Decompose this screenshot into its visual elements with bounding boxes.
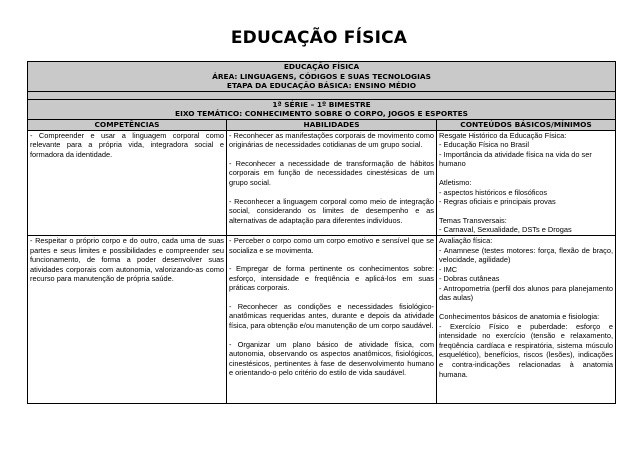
competencia-cell: - Compreender e usar a linguagem corporal como relevante para a própria vida, integradora social e formadora da identidade. — [28, 130, 227, 235]
header-row-spacer — [28, 91, 616, 99]
conteudo-item: - Exercício Físico e puberdade: esforço e intensidade no exercício (tensão e relaxamento, freqüência cardíaca e respiratória, sistema músculo esquelético), benefícios, riscos (lesões), indicações e contra-indicações relacionadas à anatomia humana. — [439, 321, 614, 379]
column-header-conteudos: CONTEÚDOS BÁSICOS/MÍNIMOS — [437, 119, 616, 130]
habilidade-item: - Reconhecer a linguagem corporal como meio de integração social, considerando os limites de desempenho e as alternativas de adaptação para diferentes indivíduos. — [229, 196, 434, 225]
competencia-cell: - Respeitar o próprio corpo e do outro, cada uma de suas partes e seus limites e possibilidades e compreender seu funcionamento, de forma a poder desenvolver suas atividades corporais com autonomia, valorizando-as como recurso para manutenção de própria saúde. — [28, 235, 227, 403]
conteudo-item: - Dobras cutâneas — [439, 274, 500, 284]
header-area-text: ÁREA: LINGUAGENS, CÓDIGOS E SUAS TECNOLOGIAS — [212, 71, 431, 81]
conteudo-item: Resgate Histórico da Educação Física: — [439, 130, 567, 140]
spacer — [439, 207, 613, 216]
habilidades-cell — [227, 235, 437, 403]
habilidade-item: - Perceber o corpo como um corpo emotivo e sensível que se socializa e se movimenta. — [229, 235, 434, 255]
spacer — [229, 188, 434, 197]
conteudos-cell — [437, 130, 616, 235]
conteudo-item: Avaliação física: — [439, 235, 493, 245]
habilidades-cell — [227, 130, 437, 235]
habilidade-item: - Reconhecer as manifestações corporais de movimento como originárias de necessidades cotidianas de um grupo social. — [229, 130, 434, 150]
spacer — [229, 255, 434, 264]
header-row-discipline — [28, 62, 616, 92]
habilidade-item: - Reconhecer as condições e necessidades fisiológico-anatômicas requeridas antes, durante e depois da atividade física, para obtenção e/ou manutenção de um corpo saudável. — [229, 301, 434, 331]
column-header-habilidades: HABILIDADES — [227, 119, 437, 130]
habilidade-item: - Reconhecer a necessidade de transformação de hábitos corporais em função de necessidades cinestésicas de um grupo social. — [229, 158, 434, 187]
conteudo-item: - Regras oficiais e principais provas — [439, 197, 556, 207]
header-discipline-text: EDUCAÇÃO FÍSICA — [283, 62, 360, 71]
conteudo-item: - Importância da atividade física na vida do ser humano — [439, 149, 592, 169]
column-header-competencias: COMPETÊNCIAS — [28, 119, 227, 130]
conteudo-item: - Anamnese (testes motores: força, flexão de braço, velocidade, agilidade) — [439, 245, 614, 265]
header-row-series — [28, 99, 616, 119]
conteudo-item: - IMC — [439, 264, 458, 274]
conteudo-item: Conhecimentos básicos de anatomia e fisiologia: — [439, 312, 600, 322]
curriculum-table — [27, 61, 616, 404]
conteudo-item: - Carnaval, Sexualidade, DSTs e Drogas — [439, 225, 572, 235]
page-title: EDUCAÇÃO FÍSICA — [230, 28, 408, 48]
table-row — [28, 130, 616, 235]
conteudo-item: - Antropometria (perfil dos alunos para planejamento das aulas) — [439, 283, 614, 303]
conteudo-item: Atletismo: — [439, 177, 472, 187]
spacer — [229, 150, 434, 159]
conteudos-cell — [437, 235, 616, 403]
habilidade-item: - Organizar um plano básico de atividade física, com autonomia, observando os aspectos anatômicos, fisiológicos, cinestésicos, pertinentes à fase de desenvolvimento humano e orientando-o pelo critério do estilo de vida saudável. — [229, 339, 434, 378]
header-discipline — [28, 62, 616, 92]
header-spacer — [28, 91, 616, 99]
spacer — [229, 331, 434, 340]
habilidade-item: - Empregar de forma pertinente os conhecimentos sobre: esforço, intensidade e freqüência e aplicá-los em suas práticas corporais. — [229, 264, 434, 293]
column-header-row — [28, 119, 616, 130]
header-theme-text: EIXO TEMÁTICO: CONHECIMENTO SOBRE O CORPO, JOGOS E ESPORTES — [175, 109, 468, 119]
table-row — [28, 235, 616, 403]
conteudo-item: - Educação Física no Brasil — [439, 140, 529, 150]
header-stage-text: ETAPA DA EDUCAÇÃO BÁSICA: ENSINO MÉDIO — [226, 81, 417, 91]
spacer — [439, 303, 613, 312]
spacer — [229, 293, 434, 302]
conteudo-item: - aspectos históricos e filosóficos — [439, 187, 548, 197]
spacer — [439, 169, 613, 178]
conteudo-item: Temas Transversais: — [439, 215, 507, 225]
header-series — [28, 99, 616, 119]
header-series-text: 1ª SÉRIE – 1º BIMESTRE — [272, 99, 371, 109]
